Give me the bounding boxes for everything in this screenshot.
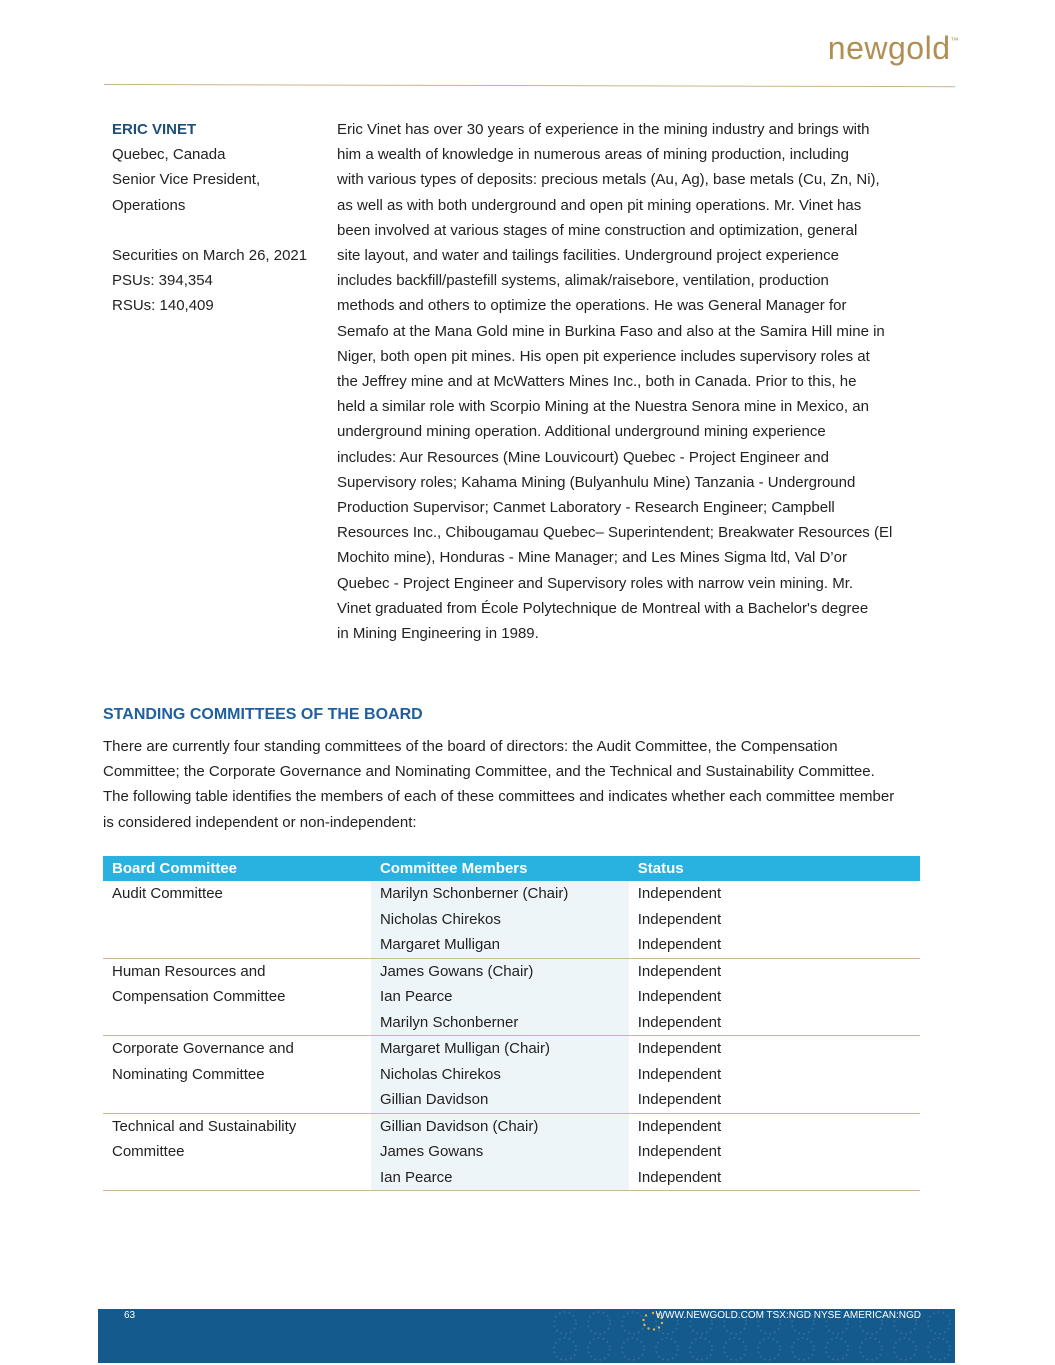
bio-sidebar [112, 117, 327, 319]
footer-links: WWW.NEWGOLD.COM TSX:NGD NYSE AMERICAN:NGD [655, 1310, 921, 1321]
executive-location: Quebec, Canada [112, 146, 226, 164]
bio-description-line: includes backfill/pastefill systems, alimak/raisebore, ventilation, production [337, 272, 829, 290]
bio-description [337, 117, 912, 646]
committee-member: James Gowans (Chair) [379, 962, 534, 980]
table-row [103, 881, 920, 958]
footer-pattern-dot [656, 1338, 678, 1360]
status-value: Independent [637, 988, 722, 1005]
executive-name: ERIC VINET [112, 121, 197, 138]
committee-member: Marilyn Schonberner (Chair) [379, 885, 569, 902]
committee-name-line: Compensation Committee [112, 988, 286, 1005]
committee-member: Ian Pearce [379, 988, 453, 1005]
bio-description-line: methods and others to optimize the operations. He was General Manager for [337, 297, 847, 315]
status-value: Independent [637, 910, 722, 928]
rsus-count: RSUs: 140,409 [112, 297, 214, 315]
bio-description-line: Mochito mine), Honduras - Mine Manager; and Les Mines Sigma ltd, Val D’or [337, 549, 847, 567]
footer-pattern-dot [826, 1338, 848, 1360]
intro-line: is considered independent or non-independent: [103, 813, 417, 831]
footer-pattern-dot [690, 1338, 712, 1360]
bio-description-line: as well as with both underground and open pit mining operations. Mr. Vinet has [337, 196, 862, 214]
intro-line: The following table identifies the members of each of these committees and indicates whether each committee member [103, 788, 895, 806]
footer-pattern-dot [894, 1338, 916, 1360]
member-status [629, 1113, 920, 1191]
bio-description-line: site layout, and water and tailings facilities. Underground project experience [337, 247, 839, 265]
bio-description-line: Vinet graduated from École Polytechnique de Montreal with a Bachelor's degree [337, 599, 869, 617]
header-status: Status [629, 856, 920, 881]
committee-name-line: Human Resources and [112, 962, 266, 980]
status-value: Independent [637, 1040, 722, 1057]
status-value: Independent [637, 1117, 722, 1135]
committee-name [103, 881, 371, 958]
committee-member: James Gowans [379, 1143, 484, 1160]
footer-pattern-dot [928, 1338, 950, 1360]
committee-name-line: Committee [112, 1143, 185, 1160]
intro-line: There are currently four standing committees of the board of directors: the Audit Committee, the Compensation [103, 738, 838, 755]
committee-member: Nicholas Chirekos [379, 1065, 501, 1083]
psus-count: PSUs: 394,354 [112, 272, 213, 290]
status-value: Independent [637, 1013, 722, 1031]
committee-members [371, 1036, 629, 1114]
bio-description-line: the Jeffrey mine and at McWatters Mines Inc., both in Canada. Prior to this, he [337, 373, 857, 391]
table-header-row [103, 856, 920, 881]
committee-name-line: Technical and Sustainability [112, 1117, 297, 1135]
member-status [629, 881, 920, 958]
status-value: Independent [637, 962, 722, 980]
bio-description-line: him a wealth of knowledge in numerous areas of mining production, including [337, 146, 849, 164]
intro-line: Committee; the Corporate Governance and Nominating Committee, and the Technical and Sustainability Committee. [103, 763, 875, 781]
committee-member: Gillian Davidson (Chair) [379, 1117, 539, 1135]
footer-pattern-dot [622, 1338, 644, 1360]
committees-table [103, 856, 920, 1191]
bio-description-line: in Mining Engineering in 1989. [337, 625, 539, 643]
footer-pattern-dot [724, 1338, 746, 1360]
footer-pattern-dot [554, 1312, 576, 1334]
status-value: Independent [637, 936, 722, 953]
table-row [103, 958, 920, 1036]
header-divider [104, 84, 955, 87]
page-footer [98, 1309, 955, 1363]
bio-description-line: Quebec - Project Engineer and Supervisory roles with narrow vein mining. Mr. [337, 574, 854, 592]
table-row [103, 1036, 920, 1114]
member-status [629, 958, 920, 1036]
bio-description-line: Supervisory roles; Kahama Mining (Bulyanhulu Mine) Tanzania - Underground [337, 473, 856, 491]
footer-pattern-dot [928, 1312, 950, 1334]
page-number: 63 [124, 1310, 136, 1321]
status-value: Independent [637, 1143, 722, 1160]
footer-pattern-dot [554, 1338, 576, 1360]
committee-members [371, 881, 629, 958]
bio-description-line: Niger, both open pit mines. His open pit experience includes supervisory roles at [337, 347, 870, 365]
footer-pattern-dot [860, 1338, 882, 1360]
committee-name [103, 958, 371, 1036]
header-board-committee: Board Committee [103, 856, 371, 881]
footer-pattern-dot [588, 1312, 610, 1334]
committee-name-line: Audit Committee [112, 885, 223, 902]
bio-description-line: Eric Vinet has over 30 years of experience in the mining industry and brings with [337, 121, 870, 138]
footer-pattern-dot [758, 1338, 780, 1360]
bio-description-line: underground mining operation. Additional underground mining experience [337, 423, 826, 441]
committee-member: Margaret Mulligan (Chair) [379, 1040, 550, 1057]
member-status [629, 1036, 920, 1114]
committee-member: Marilyn Schonberner [379, 1013, 519, 1031]
committee-members [371, 1113, 629, 1191]
table-row [103, 1113, 920, 1191]
header-committee-members: Committee Members [371, 856, 629, 881]
bio-description-line: includes: Aur Resources (Mine Louvicourt) Quebec - Project Engineer and [337, 448, 829, 466]
committee-member: Margaret Mulligan [379, 936, 500, 953]
section-intro [103, 734, 958, 835]
footer-pattern-dot [588, 1338, 610, 1360]
committee-name-line: Nominating Committee [112, 1065, 265, 1083]
committee-member: Nicholas Chirekos [379, 910, 501, 928]
committee-name [103, 1036, 371, 1114]
status-value: Independent [637, 1168, 722, 1186]
committee-name [103, 1113, 371, 1191]
bio-description-line: Semafo at the Mana Gold mine in Burkina Faso and also at the Samira Hill mine in [337, 322, 885, 340]
bio-description-line: held a similar role with Scorpio Mining at the Nuestra Senora mine in Mexico, an [337, 398, 869, 416]
status-value: Independent [637, 885, 722, 902]
bio-description-line: been involved at various stages of mine construction and optimization, general [337, 221, 858, 239]
company-logo: newgold™ [827, 30, 959, 66]
committee-members [371, 958, 629, 1036]
status-value: Independent [637, 1065, 722, 1083]
section-title: STANDING COMMITTEES OF THE BOARD [103, 706, 423, 723]
bio-description-line: Production Supervisor; Canmet Laboratory - Research Engineer; Campbell [337, 499, 835, 517]
footer-pattern-dot [792, 1338, 814, 1360]
securities-date: Securities on March 26, 2021 [112, 247, 308, 264]
committee-member: Ian Pearce [379, 1168, 453, 1186]
bio-description-line: with various types of deposits: precious metals (Au, Ag), base metals (Cu, Zn, Ni), [337, 171, 880, 189]
committee-member: Gillian Davidson [379, 1091, 489, 1108]
committee-name-line: Corporate Governance and [112, 1040, 294, 1057]
executive-title-line1: Senior Vice President, [112, 171, 261, 189]
bio-description-line: Resources Inc., Chibougamau Quebec– Superintendent; Breakwater Resources (El [337, 524, 893, 542]
executive-title-line2: Operations [112, 196, 186, 214]
status-value: Independent [637, 1091, 722, 1108]
